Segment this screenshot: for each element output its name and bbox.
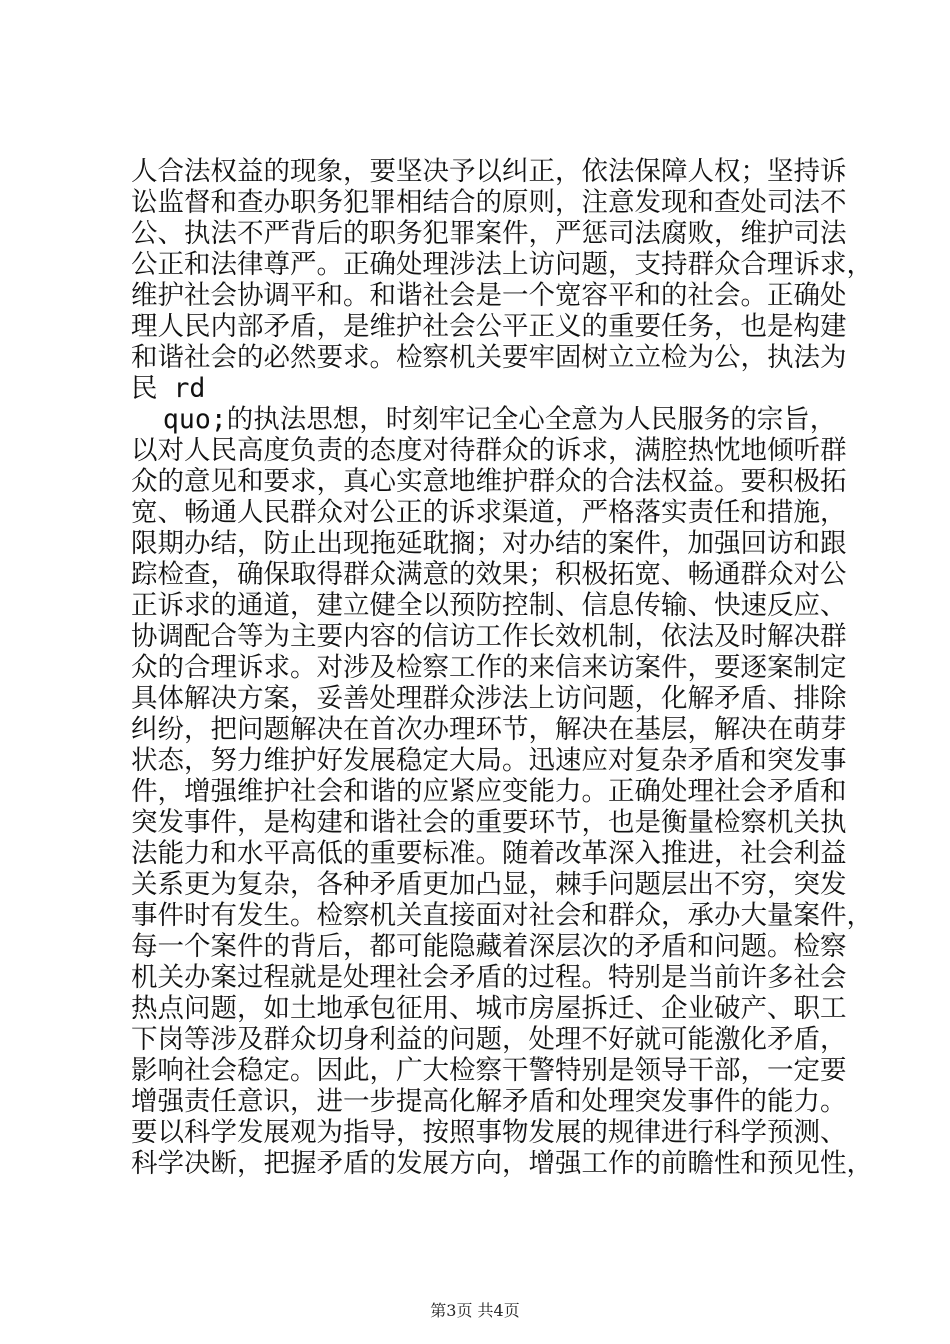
- page-number-label: 第3页 共4页: [430, 1301, 520, 1320]
- text-line: 正诉求的通道，建立健全以预防控制、信息传输、快速反应、: [131, 590, 847, 621]
- text-line: 下岗等涉及群众切身利益的问题，处理不好就可能激化矛盾，: [131, 1024, 847, 1055]
- text-line: 关系更为复杂，各种矛盾更加凸显，棘手问题层出不穷，突发: [131, 869, 847, 900]
- text-line: 理人民内部矛盾，是维护社会公平正义的重要任务，也是构建: [131, 311, 847, 342]
- text-line: 突发事件，是构建和谐社会的重要环节，也是衡量检察机关执: [131, 807, 847, 838]
- text-line: 众的意见和要求，真心实意地维护群众的合法权益。要积极拓: [131, 466, 847, 497]
- text-line: 人合法权益的现象，要坚决予以纠正，依法保障人权；坚持诉: [131, 156, 847, 187]
- text-line: 法能力和水平高低的重要标准。随着改革深入推进，社会利益: [131, 838, 847, 869]
- text-line: 讼监督和查办职务犯罪相结合的原则，注意发现和查处司法不: [131, 187, 847, 218]
- text-line: 事件时有发生。检察机关直接面对社会和群众，承办大量案件，: [131, 900, 873, 931]
- text-line: 公、执法不严背后的职务犯罪案件，严惩司法腐败，维护司法: [131, 218, 847, 249]
- text-line: quo;的执法思想，时刻牢记全心全意为人民服务的宗旨，: [131, 404, 837, 435]
- text-line: 公正和法律尊严。正确处理涉法上访问题，支持群众合理诉求，: [131, 249, 873, 280]
- page-footer: [0, 1301, 950, 1321]
- text-line: 维护社会协调平和。和谐社会是一个宽容平和的社会。正确处: [131, 280, 847, 311]
- text-line: 踪检查，确保取得群众满意的效果；积极拓宽、畅通群众对公: [131, 559, 847, 590]
- text-line: 增强责任意识，进一步提高化解矛盾和处理突发事件的能力。: [131, 1086, 847, 1117]
- text-line: 限期办结，防止出现拖延耽搁；对办结的案件，加强回访和跟: [131, 528, 847, 559]
- text-line: 影响社会稳定。因此，广大检察干警特别是领导干部，一定要: [131, 1055, 847, 1086]
- text-line: 科学决断，把握矛盾的发展方向，增强工作的前瞻性和预见性，: [131, 1148, 873, 1179]
- text-line: 协调配合等为主要内容的信访工作长效机制，依法及时解决群: [131, 621, 847, 652]
- text-line: 宽、畅通人民群众对公正的诉求渠道，严格落实责任和措施，: [131, 497, 847, 528]
- text-line: 以对人民高度负责的态度对待群众的诉求，满腔热忱地倾听群: [131, 435, 847, 466]
- text-line: 每一个案件的背后，都可能隐藏着深层次的矛盾和问题。检察: [131, 931, 847, 962]
- text-line: 具体解决方案，妥善处理群众涉法上访问题，化解矛盾、排除: [131, 683, 847, 714]
- text-line: 机关办案过程就是处理社会矛盾的过程。特别是当前许多社会: [131, 962, 847, 993]
- text-line: 和谐社会的必然要求。检察机关要牢固树立立检为公，执法为: [131, 342, 847, 373]
- text-line: 纠纷，把问题解决在首次办理环节，解决在基层，解决在萌芽: [131, 714, 847, 745]
- text-line: 件，增强维护社会和谐的应紧应变能力。正确处理社会矛盾和: [131, 776, 847, 807]
- text-line: 热点问题，如土地承包征用、城市房屋拆迁、企业破产、职工: [131, 993, 847, 1024]
- text-line: 民 rd: [131, 373, 206, 404]
- text-line: 状态，努力维护好发展稳定大局。迅速应对复杂矛盾和突发事: [131, 745, 847, 776]
- text-line: 要以科学发展观为指导，按照事物发展的规律进行科学预测、: [131, 1117, 847, 1148]
- body-text: [131, 156, 873, 1179]
- text-line: 众的合理诉求。对涉及检察工作的来信来访案件，要逐案制定: [131, 652, 847, 683]
